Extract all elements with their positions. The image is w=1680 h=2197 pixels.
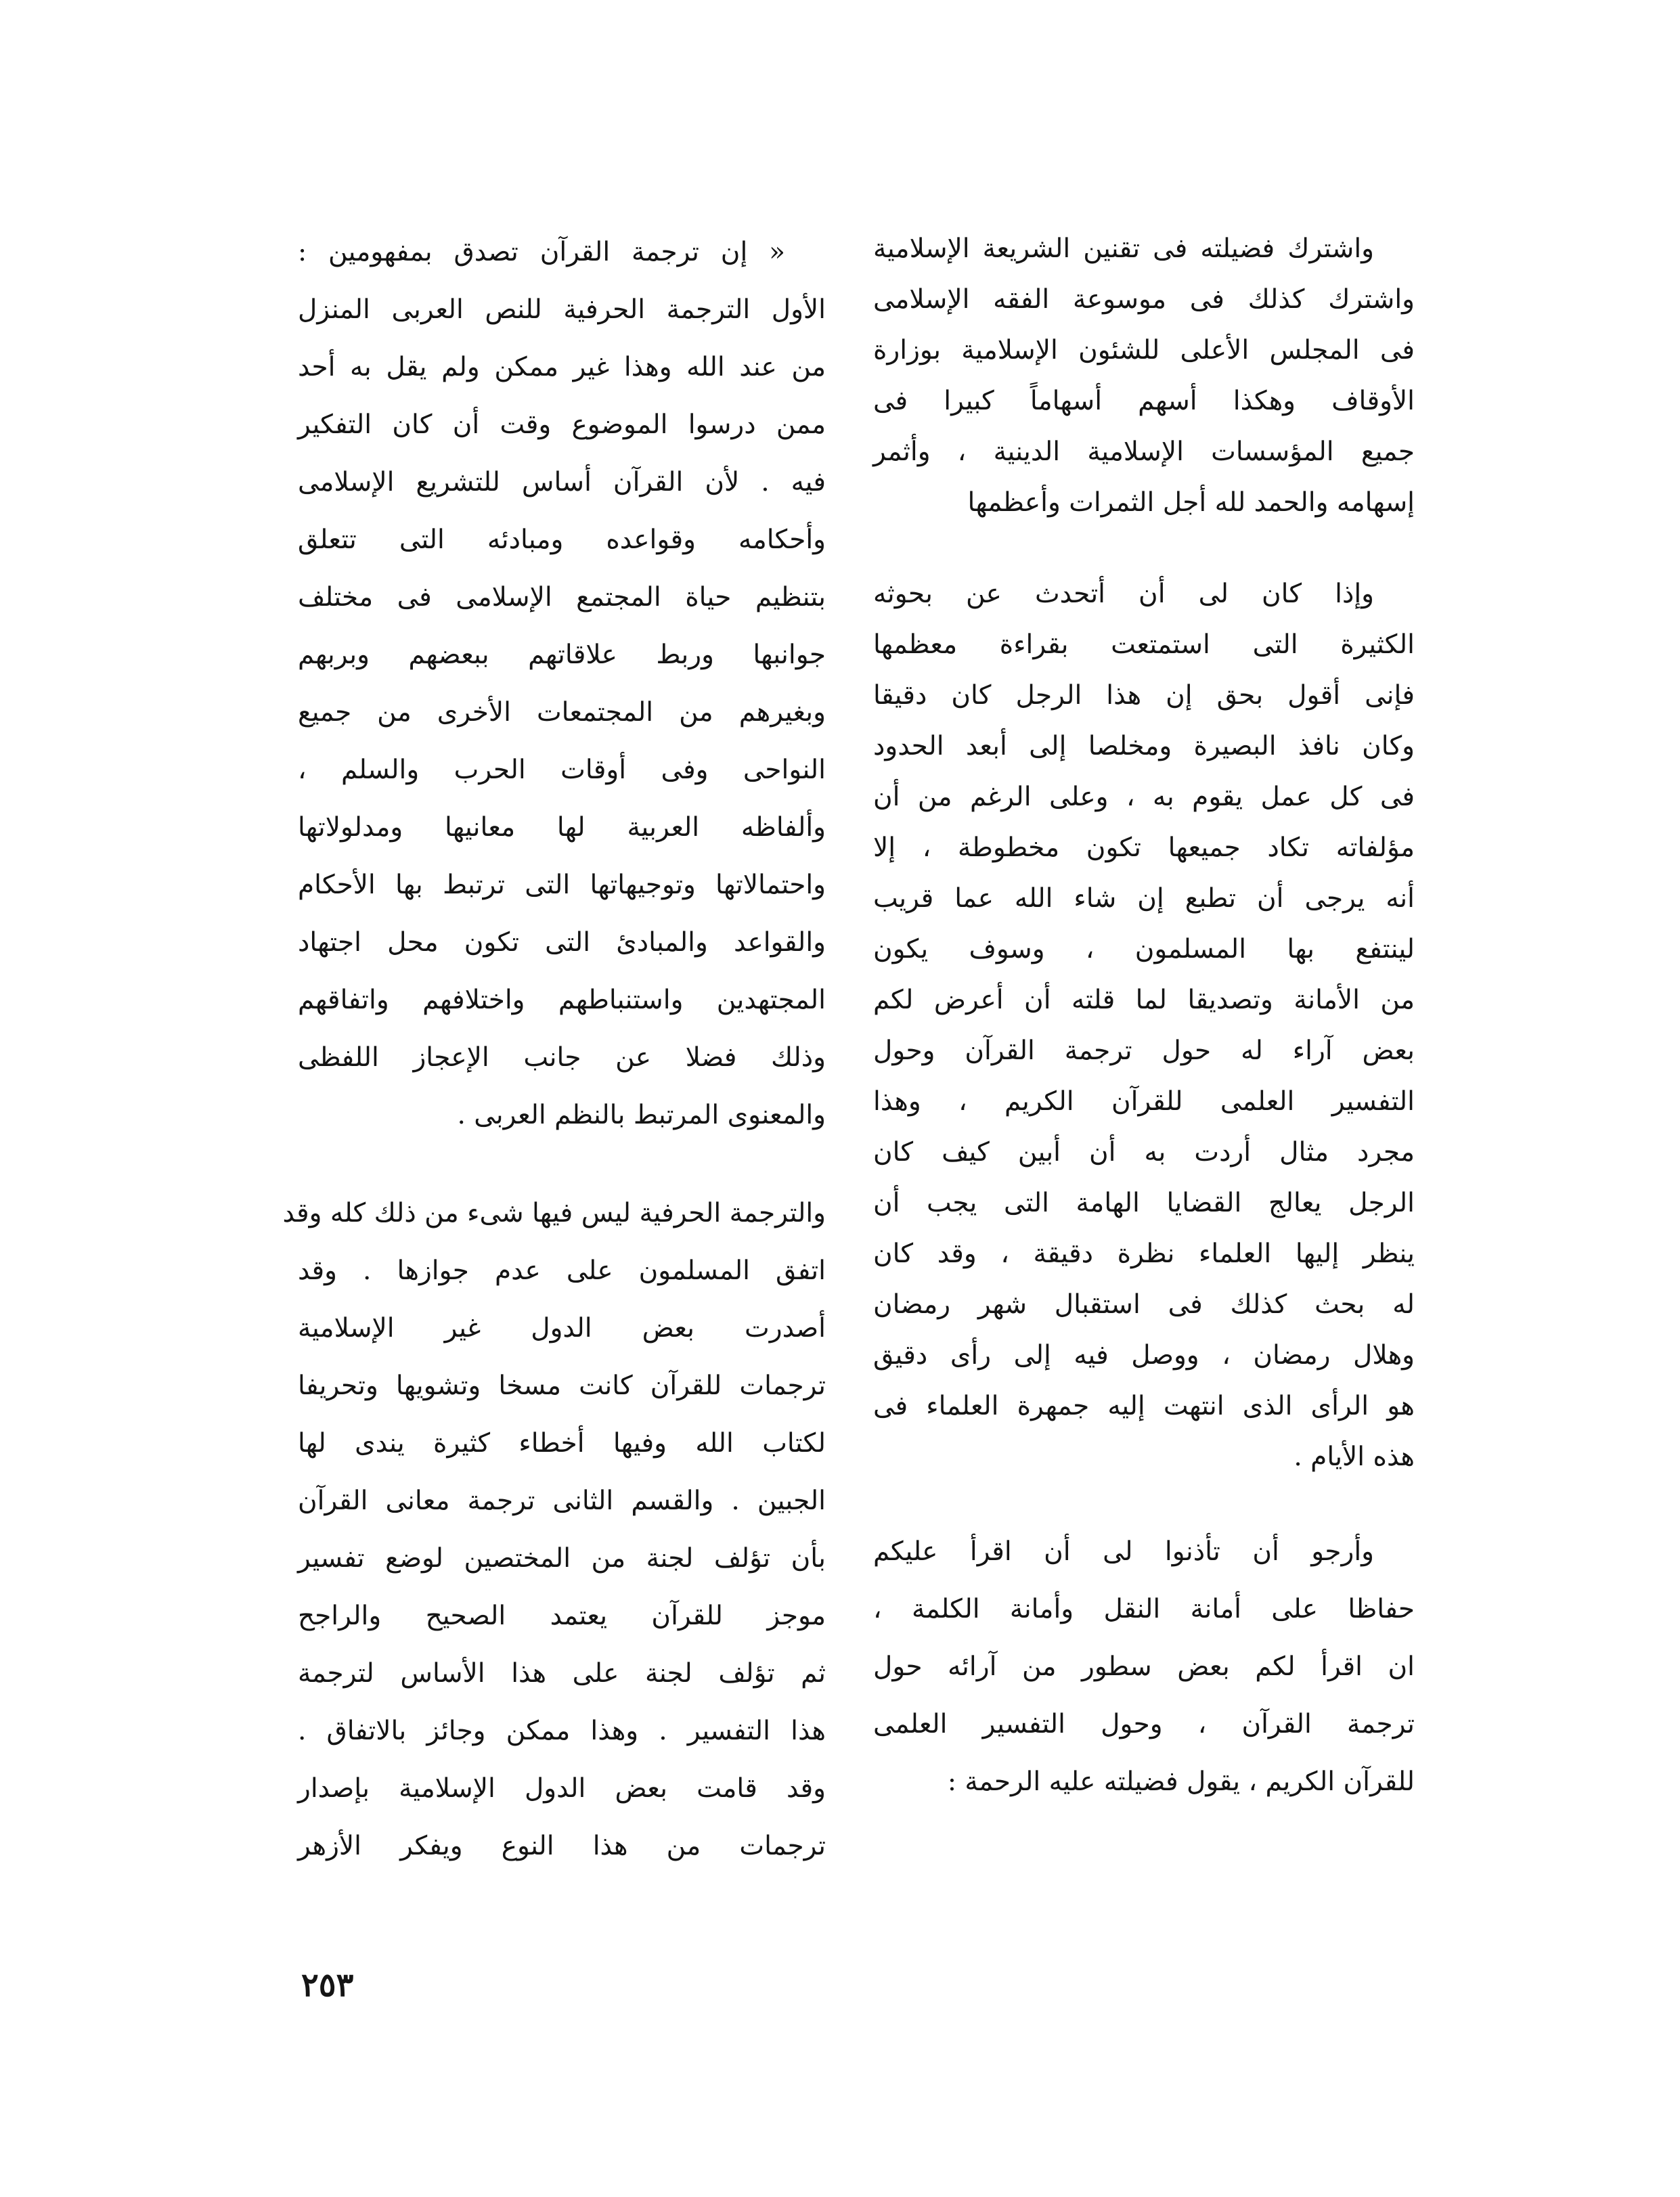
text-line: واحتمالاتها وتوجيهاتها التى ترتبط بها الأحكام xyxy=(298,870,826,900)
right-paragraph-3 xyxy=(873,1523,1415,1811)
text-line: ترجمة القرآن ، وحول التفسير العلمى xyxy=(873,1709,1415,1739)
text-line: لينتفع بها المسلمون ، وسوف يكون xyxy=(873,934,1415,964)
text-line: واشترك كذلك فى موسوعة الفقه الإسلامى xyxy=(873,284,1415,315)
right-paragraph-1 xyxy=(873,223,1415,528)
left-paragraph-1 xyxy=(298,223,826,1144)
paragraph-gap xyxy=(873,1482,1415,1523)
text-line: ممن درسوا الموضوع وقت أن كان التفكير xyxy=(298,409,826,440)
text-line: وقد قامت بعض الدول الإسلامية بإصدار xyxy=(298,1773,826,1804)
text-line: « إن ترجمة القرآن تصدق بمفهومين : xyxy=(298,237,785,267)
text-line: والترجمة الحرفية ليس فيها شىء من ذلك كله وقد xyxy=(282,1198,826,1228)
text-line: النواحى وفى أوقات الحرب والسلم ، xyxy=(298,755,826,785)
text-line: الأوقاف وهكذا أسهم أسهاماً كبيرا فى xyxy=(873,386,1415,416)
text-line: وبغيرهم من المجتمعات الأخرى من جميع xyxy=(298,697,826,728)
text-line: ترجمات من هذا النوع ويفكر الأزهر xyxy=(298,1831,826,1861)
text-line: والمعنوى المرتبط بالنظم العربى . xyxy=(457,1100,826,1130)
paragraph-gap xyxy=(298,1144,826,1184)
left-paragraph-2 xyxy=(282,1184,826,1875)
text-line: جميع المؤسسات الإسلامية الدينية ، وأثمر xyxy=(873,437,1415,467)
paragraph-gap xyxy=(873,528,1415,569)
text-line: والقواعد والمبادئ التى تكون محل اجتهاد xyxy=(298,927,826,958)
text-line: أنه يرجى أن تطبع إن شاء الله عما قريب xyxy=(873,883,1415,914)
text-line: بتنظيم حياة المجتمع الإسلامى فى مختلف xyxy=(298,582,826,613)
text-line: التفسير العلمى للقرآن الكريم ، وهذا xyxy=(873,1086,1415,1117)
text-line: وكان نافذ البصيرة ومخلصا إلى أبعد الحدود xyxy=(873,731,1415,761)
text-line: فإنى أقول بحق إن هذا الرجل كان دقيقا xyxy=(873,680,1415,711)
text-line: موجز للقرآن يعتمد الصحيح والراجح xyxy=(298,1601,826,1631)
text-line: الرجل يعالج القضايا الهامة التى يجب أن xyxy=(873,1188,1415,1218)
text-line: لكتاب الله وفيها أخطاء كثيرة يندى لها xyxy=(298,1428,826,1459)
text-line: فيه . لأن القرآن أساس للتشريع الإسلامى xyxy=(298,467,826,497)
text-line: اتفق المسلمون على عدم جوازها . وقد xyxy=(298,1256,826,1286)
text-line: ينظر إليها العلماء نظرة دقيقة ، وقد كان xyxy=(873,1239,1415,1269)
right-paragraph-2 xyxy=(873,569,1415,1482)
text-line: وإذا كان لى أن أتحدث عن بحوثه xyxy=(873,579,1374,609)
text-line: إسهامه والحمد لله أجل الثمرات وأعظمها xyxy=(967,487,1415,518)
text-line: وأرجو أن تأذنوا لى أن اقرأ عليكم xyxy=(873,1536,1374,1567)
text-line: فى كل عمل يقوم به ، وعلى الرغم من أن xyxy=(873,782,1415,812)
text-line: أصدرت بعض الدول غير الإسلامية xyxy=(298,1313,826,1344)
text-line: وهلال رمضان ، ووصل فيه إلى رأى دقيق xyxy=(873,1340,1415,1371)
left-column xyxy=(282,223,826,1875)
text-line: الأول الترجمة الحرفية للنص العربى المنزل xyxy=(298,294,826,325)
right-column xyxy=(873,223,1415,1811)
text-line: للقرآن الكريم ، يقول فضيلته عليه الرحمة : xyxy=(947,1767,1415,1797)
text-line: واشترك فضيلته فى تقنين الشريعة الإسلامية xyxy=(873,234,1374,264)
text-line: ثم تؤلف لجنة على هذا الأساس لترجمة xyxy=(298,1658,826,1689)
text-line: من عند الله وهذا غير ممكن ولم يقل به أحد xyxy=(298,352,826,382)
text-line: جوانبها وربط علاقاتهم ببعضهم وبربهم xyxy=(298,640,826,670)
text-line: وذلك فضلا عن جانب الإعجاز اللفظى xyxy=(298,1042,826,1073)
text-line: هذا التفسير . وهذا ممكن وجائز بالاتفاق . xyxy=(298,1716,826,1746)
text-line: هذه الأيام . xyxy=(1294,1442,1415,1472)
text-line: هو الرأى الذى انتهت إليه جمهرة العلماء فى xyxy=(873,1391,1415,1421)
text-line: مجرد مثال أردت به أن أبين كيف كان xyxy=(873,1137,1415,1168)
text-line: حفاظا على أمانة النقل وأمانة الكلمة ، xyxy=(873,1594,1415,1624)
text-line: له بحث كذلك فى استقبال شهر رمضان xyxy=(873,1289,1415,1320)
text-line: فى المجلس الأعلى للشئون الإسلامية بوزارة xyxy=(873,335,1415,365)
text-line: وألفاظه العربية لها معانيها ومدلولاتها xyxy=(298,812,826,843)
text-line: مؤلفاته تكاد جميعها تكون مخطوطة ، إلا xyxy=(873,833,1415,863)
text-line: بأن تؤلف لجنة من المختصين لوضع تفسير xyxy=(298,1543,826,1574)
text-line: بعض آراء له حول ترجمة القرآن وحول xyxy=(873,1036,1415,1066)
text-line: وأحكامه وقواعده ومبادئه التى تتعلق xyxy=(298,525,826,555)
text-line: ترجمات للقرآن كانت مسخا وتشويها وتحريفا xyxy=(298,1371,826,1401)
text-line: ان اقرأ لكم بعض سطور من آرائه حول xyxy=(873,1651,1415,1682)
page-number: ٢٥٣ xyxy=(301,1966,354,2004)
text-line: من الأمانة وتصديقا لما قلته أن أعرض لكم xyxy=(873,985,1415,1015)
text-line: الكثيرة التى استمتعت بقراءة معظمها xyxy=(873,629,1415,660)
text-line: الجبين . والقسم الثانى ترجمة معانى القرآن xyxy=(298,1486,826,1516)
text-line: المجتهدين واستنباطهم واختلافهم واتفاقهم xyxy=(298,985,826,1015)
